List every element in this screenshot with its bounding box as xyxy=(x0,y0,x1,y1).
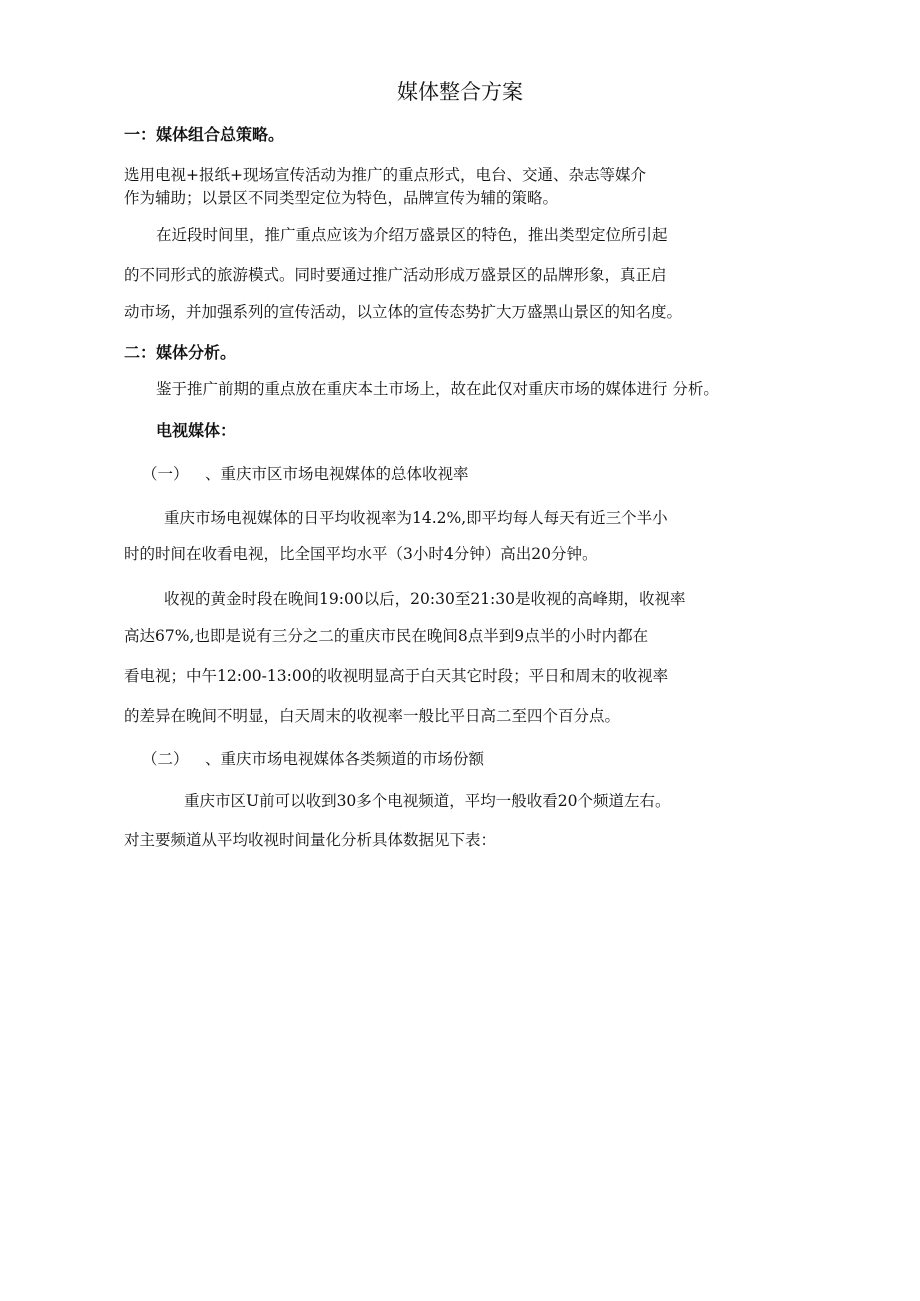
document-title: 媒体整合方案 xyxy=(397,80,523,104)
paragraph-line: 高达67%,也即是说有三分之二的重庆市民在晚间8点半到9点半的小时内都在 xyxy=(124,627,649,645)
paragraph-line: 鉴于推广前期的重点放在重庆本土市场上，故在此仅对重庆市场的媒体进行 分析。 xyxy=(156,380,719,398)
paragraph-line: 选用电视+报纸+现场宣传活动为推广的重点形式，电台、交通、杂志等媒介 xyxy=(124,166,646,184)
paragraph-line: 的不同形式的旅游模式。同时要通过推广活动形成万盛景区的品牌形象，真正启 xyxy=(124,266,667,284)
paragraph-line: 作为辅助；以景区不同类型定位为特色，品牌宣传为辅的策略。 xyxy=(124,189,559,207)
paragraph-line: 收视的黄金时段在晚间19:00以后，20:30至21:30是收视的高峰期，收视率 xyxy=(164,590,686,608)
tv-media-heading: 电视媒体： xyxy=(156,421,237,440)
paragraph-line: 在近段时间里，推广重点应该为介绍万盛景区的特色，推出类型定位所引起 xyxy=(156,226,668,244)
paragraph-line: 重庆市区U前可以收到30多个电视频道，平均一般收看20个频道左右。 xyxy=(184,792,671,810)
paragraph-line: 的差异在晚间不明显，白天周末的收视率一般比平日高二至四个百分点。 xyxy=(124,707,621,725)
subsection-number: （二） xyxy=(142,750,189,768)
section2-heading: 二：媒体分析。 xyxy=(124,343,237,362)
subsection-title: 、重庆市区市场电视媒体的总体收视率 xyxy=(205,465,469,483)
subsection-number: （一） xyxy=(142,465,189,483)
paragraph-line: 时的时间在收看电视，比全国平均水平（3小时4分钟）高出20分钟。 xyxy=(124,545,598,563)
paragraph-line: 看电视；中午12:00-13:00的收视明显高于白天其它时段；平日和周末的收视率 xyxy=(124,667,669,685)
subsection-title: 、重庆市场电视媒体各类频道的市场份额 xyxy=(205,750,485,768)
paragraph-line: 动市场，并加强系列的宣传活动，以立体的宣传态势扩大万盛黑山景区的知名度。 xyxy=(124,303,683,321)
section1-heading: 一：媒体组合总策略。 xyxy=(124,125,285,144)
paragraph-line: 对主要频道从平均收视时间量化分析具体数据见下表： xyxy=(124,831,497,849)
paragraph-line: 重庆市场电视媒体的日平均收视率为14.2%,即平均每人每天有近三个半小 xyxy=(164,509,668,527)
